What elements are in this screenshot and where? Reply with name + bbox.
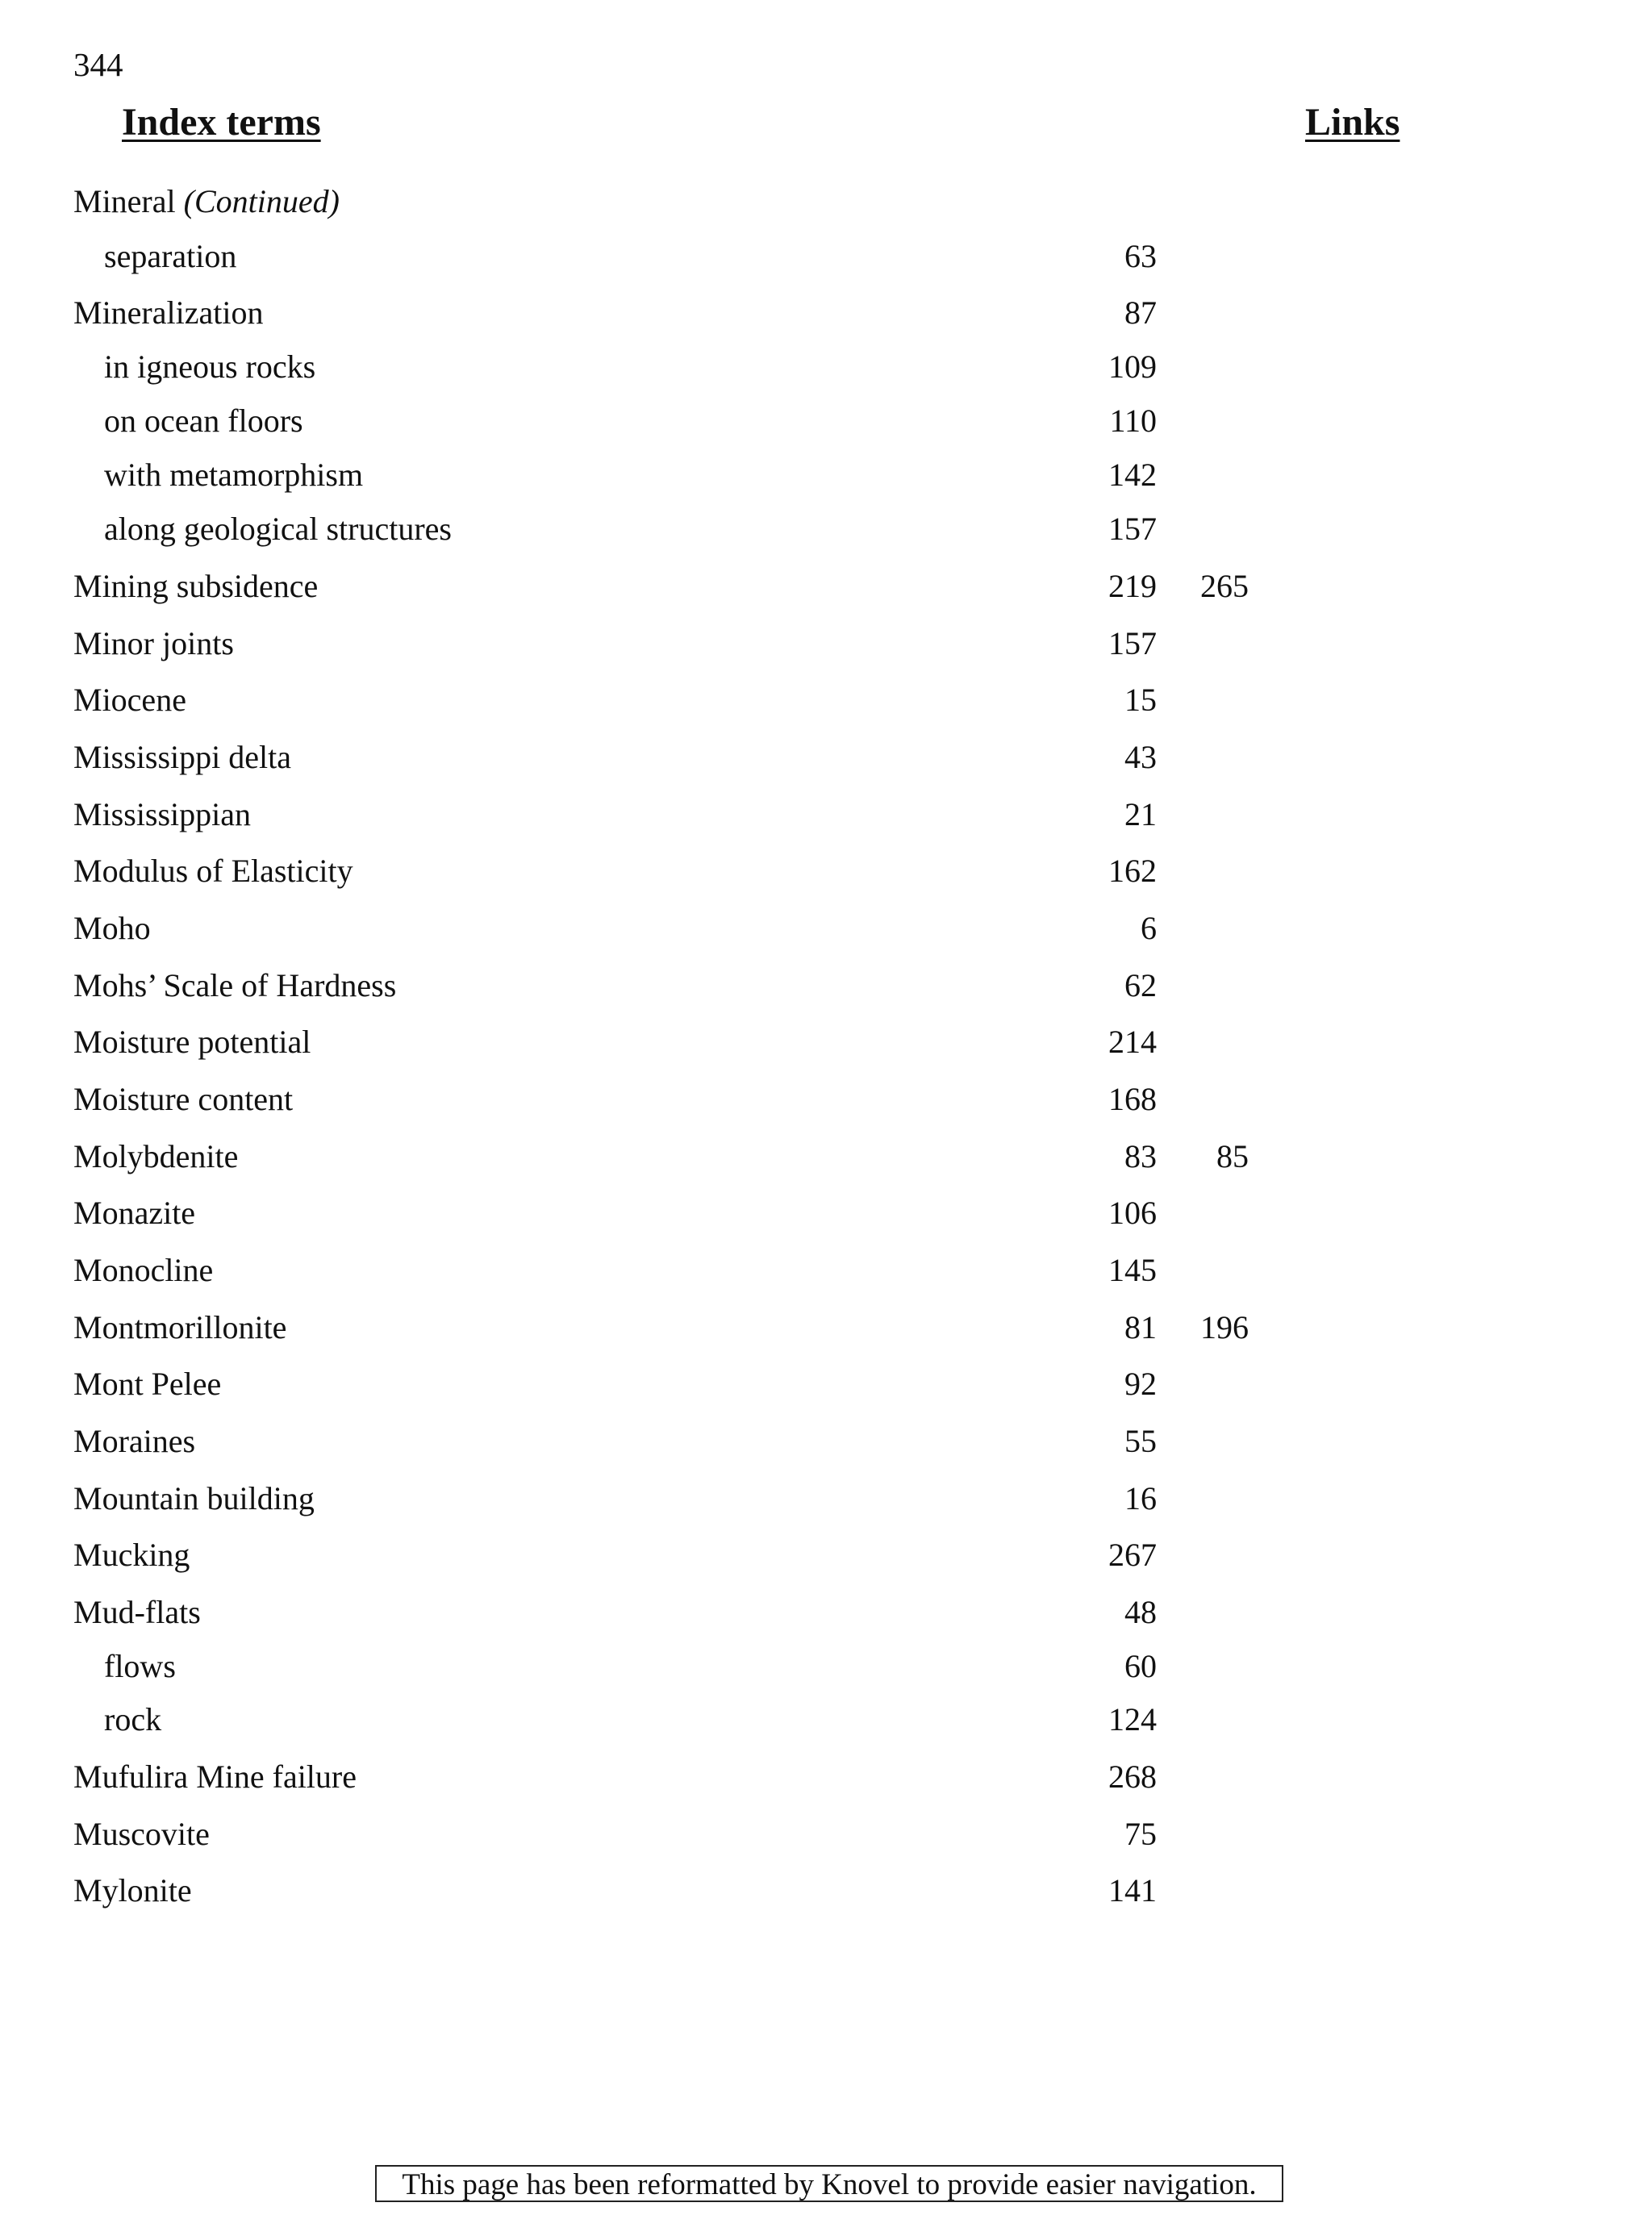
index-term-text: Mylonite [73, 1872, 192, 1909]
index-entry [0, 678, 1652, 723]
index-term-text: Mohs’ Scale of Hardness [73, 967, 397, 1003]
index-term [104, 1697, 161, 1742]
index-entry [0, 290, 1652, 336]
index-term [73, 179, 340, 224]
index-entry [0, 1305, 1652, 1350]
index-term [73, 849, 353, 894]
index-term-text: Montmorillonite [73, 1309, 287, 1345]
index-entry [0, 1754, 1652, 1800]
page-link[interactable]: 142 [1108, 457, 1157, 493]
page-link[interactable]: 75 [1124, 1816, 1157, 1852]
index-entry [0, 1077, 1652, 1122]
index-term [104, 1644, 176, 1689]
page-link[interactable]: 106 [1108, 1195, 1157, 1231]
page-link[interactable]: 196 [1200, 1309, 1249, 1345]
page-link[interactable]: 162 [1108, 853, 1157, 889]
page-link[interactable]: 157 [1108, 625, 1157, 661]
index-term [73, 564, 318, 609]
index-term-text: with metamorphism [104, 457, 364, 493]
page-link[interactable]: 60 [1124, 1648, 1157, 1684]
index-term-text: on ocean floors [104, 403, 303, 439]
index-entry [0, 564, 1652, 609]
index-term-text: Mucking [73, 1537, 190, 1573]
page-link[interactable]: 145 [1108, 1252, 1157, 1288]
page-number: 344 [73, 46, 123, 83]
index-term-text: Moho [73, 910, 151, 946]
page-link[interactable]: 157 [1108, 511, 1157, 547]
page-link[interactable]: 109 [1108, 348, 1157, 385]
index-term-text: Molybdenite [73, 1138, 239, 1174]
index-subentry [0, 398, 1652, 444]
index-entry [0, 1134, 1652, 1179]
index-term-text: Mud-flats [73, 1594, 201, 1630]
index-term [73, 678, 186, 723]
index-term-text: Moraines [73, 1423, 196, 1459]
index-term-text: Mississippian [73, 796, 252, 832]
index-term [73, 1191, 195, 1236]
index-term-text: Muscovite [73, 1816, 210, 1852]
index-subentry [0, 453, 1652, 498]
page-link[interactable]: 62 [1124, 967, 1157, 1003]
index-term-text: Minor joints [73, 625, 234, 661]
index-term-text: Miocene [73, 682, 186, 718]
index-entry [0, 1020, 1652, 1065]
index-term [73, 1362, 221, 1407]
page-link[interactable]: 265 [1200, 568, 1249, 604]
index-term [73, 1248, 213, 1293]
page-link[interactable]: 219 [1108, 568, 1157, 604]
page-link[interactable]: 21 [1124, 796, 1157, 832]
index-term [73, 1754, 357, 1800]
index-subentry [0, 234, 1652, 279]
page-link[interactable]: 6 [1141, 910, 1157, 946]
index-term [73, 1419, 195, 1464]
page-link[interactable]: 55 [1124, 1423, 1157, 1459]
index-term [73, 906, 151, 951]
page-link[interactable]: 214 [1108, 1024, 1157, 1060]
page-link[interactable]: 141 [1108, 1872, 1157, 1909]
index-term [73, 621, 234, 666]
index-term [73, 1305, 286, 1350]
index-subentry [0, 344, 1652, 390]
index-entry [0, 1248, 1652, 1293]
index-term [73, 290, 263, 336]
index-subentry [0, 1644, 1652, 1689]
index-term-text: Mineral [73, 183, 176, 219]
index-term-text: separation [104, 238, 237, 274]
index-term-text: Mont Pelee [73, 1366, 222, 1402]
index-term [73, 735, 291, 780]
index-entry [0, 1812, 1652, 1857]
continued-label: (Continued) [183, 183, 340, 219]
index-term-text: Modulus of Elasticity [73, 853, 353, 889]
index-term-text: Mineralization [73, 294, 264, 331]
page-link[interactable]: 81 [1124, 1309, 1157, 1345]
index-term-text: rock [104, 1701, 162, 1737]
index-term-text: Mississippi delta [73, 739, 292, 775]
index-entry [0, 1362, 1652, 1407]
index-term-text: Mining subsidence [73, 568, 319, 604]
index-entry [0, 1590, 1652, 1635]
index-entry [0, 963, 1652, 1008]
index-entry [0, 1191, 1652, 1236]
links-header: Links [1305, 101, 1400, 144]
index-term [73, 792, 251, 837]
index-term-text: Moisture potential [73, 1024, 311, 1060]
page-link[interactable]: 15 [1124, 682, 1157, 718]
index-term [73, 1134, 238, 1179]
index-subentry [0, 507, 1652, 552]
page-link[interactable]: 268 [1108, 1758, 1157, 1795]
page-link[interactable]: 83 [1124, 1138, 1157, 1174]
page-link[interactable]: 85 [1216, 1138, 1249, 1174]
page-link[interactable]: 87 [1124, 294, 1157, 331]
index-term-text: in igneous rocks [104, 348, 316, 385]
page-link[interactable]: 16 [1124, 1480, 1157, 1516]
index-entry [0, 1476, 1652, 1521]
page-link[interactable]: 63 [1124, 238, 1157, 274]
index-term-text: Monazite [73, 1195, 196, 1231]
index-entry [0, 735, 1652, 780]
index-term-text: flows [104, 1648, 176, 1684]
index-term-text: Monocline [73, 1252, 214, 1288]
index-term [104, 453, 363, 498]
page-link[interactable]: 267 [1108, 1537, 1157, 1573]
index-term-text: Moisture content [73, 1081, 294, 1117]
page-link[interactable]: 43 [1124, 739, 1157, 775]
index-term [73, 1590, 201, 1635]
index-entry [0, 1868, 1652, 1913]
knovel-reformat-notice: This page has been reformatted by Knovel to provide easier navigation. [375, 2165, 1283, 2202]
index-term-text: along geological structures [104, 511, 452, 547]
index-term [73, 1812, 210, 1857]
index-term [73, 1868, 192, 1913]
page-link[interactable]: 110 [1109, 403, 1157, 439]
index-entry [0, 906, 1652, 951]
index-term [104, 398, 303, 444]
page-link[interactable]: 168 [1108, 1081, 1157, 1117]
index-term [104, 507, 452, 552]
index-entry [0, 849, 1652, 894]
index-term [104, 234, 236, 279]
page-link[interactable]: 124 [1108, 1701, 1157, 1737]
index-terms-header: Index terms [122, 101, 321, 144]
page-link[interactable]: 92 [1124, 1366, 1157, 1402]
index-entry [0, 1533, 1652, 1578]
page-link[interactable]: 48 [1124, 1594, 1157, 1630]
index-entry [0, 179, 1652, 224]
index-subentry [0, 1697, 1652, 1742]
index-term [73, 963, 396, 1008]
index-entry [0, 621, 1652, 666]
index-entry [0, 1419, 1652, 1464]
index-term [73, 1476, 315, 1521]
index-term [73, 1077, 293, 1122]
index-entry [0, 792, 1652, 837]
index-term-text: Mufulira Mine failure [73, 1758, 357, 1795]
index-term [104, 344, 315, 390]
index-term [73, 1533, 190, 1578]
index-term-text: Mountain building [73, 1480, 315, 1516]
index-term [73, 1020, 311, 1065]
